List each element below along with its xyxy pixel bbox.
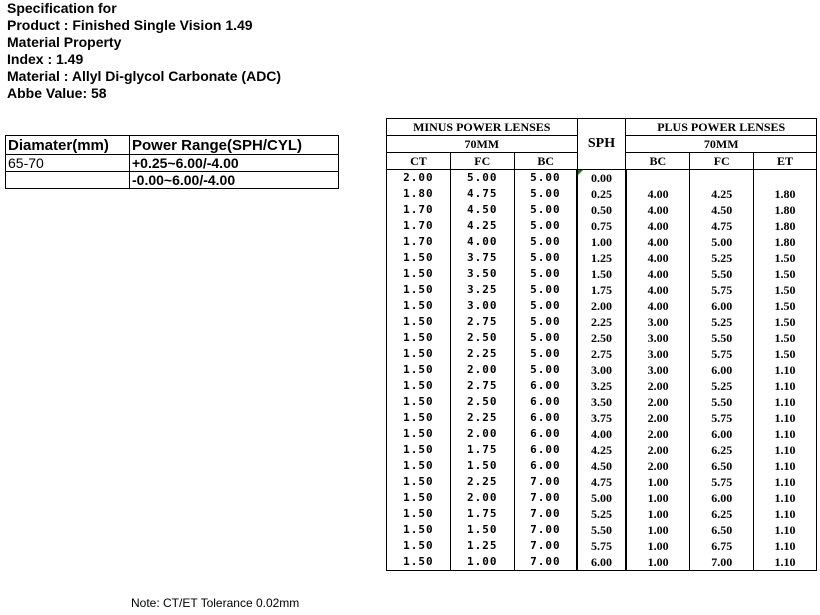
minus-bc-cell: 5.00 (514, 346, 577, 362)
sph-cell: 0.00 (577, 170, 626, 187)
power-range-table (5, 135, 339, 189)
plus-et-cell: 1.10 (754, 490, 817, 506)
minus-fc-cell: 2.00 (450, 426, 514, 442)
minus-bc-cell: 6.00 (514, 410, 577, 426)
plus-et-cell: 1.10 (754, 538, 817, 554)
sph-cell: 5.00 (577, 490, 626, 506)
plus-bc-cell: 2.00 (626, 442, 690, 458)
spec-material-property: Material Property (7, 34, 122, 50)
plus-et-cell: 1.10 (754, 442, 817, 458)
minus-bc-cell: 6.00 (514, 442, 577, 458)
plus-et-cell: 1.10 (754, 522, 817, 538)
specification-block (7, 0, 281, 102)
plus-fc-cell: 4.75 (690, 218, 754, 234)
plus-et-cell: 1.80 (754, 234, 817, 250)
minus-ct-cell: 1.50 (387, 538, 451, 554)
plus-bc-cell: 3.00 (626, 330, 690, 346)
minus-col-bc: BC (514, 153, 577, 170)
minus-fc-cell: 2.25 (450, 474, 514, 490)
minus-fc-cell: 3.50 (450, 266, 514, 282)
minus-bc-cell: 7.00 (514, 490, 577, 506)
minus-ct-cell: 1.50 (387, 442, 451, 458)
minus-ct-cell: 1.50 (387, 298, 451, 314)
plus-et-cell: 1.10 (754, 362, 817, 378)
sph-cell: 4.50 (577, 458, 626, 474)
minus-ct-cell: 1.70 (387, 202, 451, 218)
plus-fc-cell: 6.00 (690, 298, 754, 314)
plus-bc-cell: 3.00 (626, 314, 690, 330)
minus-bc-cell: 5.00 (514, 170, 577, 187)
plus-et-cell: 1.50 (754, 314, 817, 330)
minus-ct-cell: 1.50 (387, 250, 451, 266)
plus-bc-cell: 1.00 (626, 554, 690, 571)
minus-bc-cell: 6.00 (514, 378, 577, 394)
power-range-minus: -0.00~6.00/-4.00 (130, 172, 339, 189)
sph-cell: 2.50 (577, 330, 626, 346)
minus-ct-cell: 1.50 (387, 266, 451, 282)
plus-et-cell: 1.10 (754, 394, 817, 410)
minus-ct-cell: 2.00 (387, 170, 451, 187)
minus-ct-cell: 1.50 (387, 426, 451, 442)
minus-col-ct: CT (387, 153, 451, 170)
table-row (387, 266, 817, 282)
minus-fc-cell: 1.25 (450, 538, 514, 554)
table-row (387, 442, 817, 458)
minus-ct-cell: 1.80 (387, 186, 451, 202)
plus-bc-cell: 4.00 (626, 218, 690, 234)
minus-bc-cell: 5.00 (514, 250, 577, 266)
plus-col-et: ET (754, 153, 817, 170)
sph-cell: 4.00 (577, 426, 626, 442)
plus-fc-cell: 6.75 (690, 538, 754, 554)
plus-power-title: PLUS POWER LENSES (626, 119, 817, 136)
plus-size-label: 70MM (626, 136, 817, 153)
table-row (387, 378, 817, 394)
plus-bc-cell: 1.00 (626, 490, 690, 506)
minus-bc-cell: 5.00 (514, 362, 577, 378)
minus-bc-cell: 5.00 (514, 330, 577, 346)
plus-et-cell: 1.10 (754, 378, 817, 394)
minus-ct-cell: 1.50 (387, 522, 451, 538)
minus-ct-cell: 1.50 (387, 506, 451, 522)
plus-et-cell: 1.10 (754, 474, 817, 490)
minus-ct-cell: 1.50 (387, 474, 451, 490)
plus-fc-cell: 5.25 (690, 314, 754, 330)
power-range-plus: +0.25~6.00/-4.00 (130, 155, 339, 172)
sph-cell: 1.00 (577, 234, 626, 250)
table-row (387, 298, 817, 314)
lens-table-body (387, 170, 817, 571)
table-row (387, 410, 817, 426)
table-row (387, 426, 817, 442)
minus-fc-cell: 4.50 (450, 202, 514, 218)
minus-power-title: MINUS POWER LENSES (387, 119, 578, 136)
plus-bc-cell: 2.00 (626, 378, 690, 394)
plus-fc-cell: 6.00 (690, 362, 754, 378)
minus-ct-cell: 1.50 (387, 314, 451, 330)
minus-ct-cell: 1.50 (387, 554, 451, 571)
minus-bc-cell: 5.00 (514, 282, 577, 298)
table-row (387, 474, 817, 490)
minus-bc-cell: 6.00 (514, 394, 577, 410)
plus-fc-cell: 7.00 (690, 554, 754, 571)
minus-bc-cell: 7.00 (514, 474, 577, 490)
plus-fc-cell: 4.50 (690, 202, 754, 218)
minus-fc-cell: 2.50 (450, 394, 514, 410)
sph-cell: 5.50 (577, 522, 626, 538)
plus-et-cell: 1.50 (754, 266, 817, 282)
plus-col-fc: FC (690, 153, 754, 170)
plus-fc-cell (690, 170, 754, 187)
table-row (387, 218, 817, 234)
plus-bc-cell: 2.00 (626, 394, 690, 410)
plus-bc-cell (626, 170, 690, 187)
spec-product: Product : Finished Single Vision 1.49 (7, 17, 253, 33)
minus-bc-cell: 7.00 (514, 554, 577, 571)
plus-fc-cell: 5.50 (690, 266, 754, 282)
minus-fc-cell: 3.75 (450, 250, 514, 266)
plus-bc-cell: 4.00 (626, 282, 690, 298)
plus-bc-cell: 3.00 (626, 346, 690, 362)
table-row (387, 186, 817, 202)
diameter-header: Diamater(mm) (6, 136, 130, 155)
diameter-value: 65-70 (6, 155, 130, 172)
plus-bc-cell: 4.00 (626, 234, 690, 250)
minus-fc-cell: 4.00 (450, 234, 514, 250)
plus-fc-cell: 5.50 (690, 394, 754, 410)
plus-fc-cell: 5.75 (690, 346, 754, 362)
plus-bc-cell: 2.00 (626, 458, 690, 474)
lens-table-title-row (387, 119, 817, 136)
plus-fc-cell: 5.25 (690, 250, 754, 266)
minus-bc-cell: 7.00 (514, 506, 577, 522)
table-row (387, 234, 817, 250)
plus-bc-cell: 1.00 (626, 522, 690, 538)
plus-fc-cell: 6.25 (690, 506, 754, 522)
table-row (387, 538, 817, 554)
plus-et-cell: 1.10 (754, 426, 817, 442)
plus-et-cell: 1.10 (754, 506, 817, 522)
minus-ct-cell: 1.50 (387, 362, 451, 378)
minus-fc-cell: 1.00 (450, 554, 514, 571)
plus-fc-cell: 5.00 (690, 234, 754, 250)
plus-bc-cell: 2.00 (626, 410, 690, 426)
minus-bc-cell: 7.00 (514, 522, 577, 538)
plus-bc-cell: 4.00 (626, 298, 690, 314)
minus-fc-cell: 2.75 (450, 378, 514, 394)
minus-bc-cell: 5.00 (514, 202, 577, 218)
spec-material: Material : Allyl Di-glycol Carbonate (ADC) (7, 68, 282, 84)
cell-marker (578, 170, 583, 175)
sph-cell: 4.75 (577, 474, 626, 490)
diameter-empty-cell (6, 172, 130, 189)
sph-cell: 3.75 (577, 410, 626, 426)
plus-bc-cell: 4.00 (626, 186, 690, 202)
plus-fc-cell: 6.50 (690, 522, 754, 538)
minus-ct-cell: 1.70 (387, 218, 451, 234)
minus-fc-cell: 4.75 (450, 186, 514, 202)
spec-index: Index : 1.49 (7, 51, 84, 67)
table-row (387, 522, 817, 538)
spec-title: Specification for (7, 0, 117, 16)
sph-cell: 2.25 (577, 314, 626, 330)
table-row (387, 490, 817, 506)
minus-fc-cell: 1.50 (450, 458, 514, 474)
minus-fc-cell: 3.25 (450, 282, 514, 298)
plus-fc-cell: 6.50 (690, 458, 754, 474)
table-row (387, 394, 817, 410)
minus-bc-cell: 5.00 (514, 218, 577, 234)
minus-bc-cell: 5.00 (514, 314, 577, 330)
plus-fc-cell: 6.00 (690, 490, 754, 506)
sph-cell: 2.00 (577, 298, 626, 314)
plus-et-cell: 1.10 (754, 554, 817, 571)
minus-ct-cell: 1.50 (387, 346, 451, 362)
plus-fc-cell: 5.75 (690, 474, 754, 490)
plus-bc-cell: 1.00 (626, 506, 690, 522)
minus-fc-cell: 1.75 (450, 506, 514, 522)
minus-fc-cell: 2.75 (450, 314, 514, 330)
sph-cell: 6.00 (577, 554, 626, 571)
plus-bc-cell: 1.00 (626, 474, 690, 490)
minus-bc-cell: 6.00 (514, 458, 577, 474)
sph-cell: 0.25 (577, 186, 626, 202)
plus-et-cell: 1.80 (754, 218, 817, 234)
range-table-header-row (6, 136, 339, 155)
table-row (387, 250, 817, 266)
sph-cell: 1.50 (577, 266, 626, 282)
minus-bc-cell: 7.00 (514, 538, 577, 554)
table-row (387, 282, 817, 298)
table-row (387, 346, 817, 362)
minus-fc-cell: 4.25 (450, 218, 514, 234)
minus-fc-cell: 5.00 (450, 170, 514, 187)
tolerance-note: Note: CT/ET Tolerance 0.02mm (131, 596, 300, 610)
plus-et-cell: 1.80 (754, 186, 817, 202)
plus-et-cell: 1.50 (754, 250, 817, 266)
plus-fc-cell: 6.25 (690, 442, 754, 458)
sph-cell: 3.25 (577, 378, 626, 394)
sph-cell: 2.75 (577, 346, 626, 362)
range-table-row (6, 172, 339, 189)
sph-cell: 3.00 (577, 362, 626, 378)
minus-bc-cell: 5.00 (514, 234, 577, 250)
plus-fc-cell: 6.00 (690, 426, 754, 442)
table-row (387, 362, 817, 378)
table-row (387, 458, 817, 474)
minus-fc-cell: 2.00 (450, 362, 514, 378)
minus-ct-cell: 1.50 (387, 394, 451, 410)
table-row (387, 330, 817, 346)
table-row (387, 202, 817, 218)
table-row (387, 314, 817, 330)
minus-ct-cell: 1.50 (387, 458, 451, 474)
minus-ct-cell: 1.50 (387, 410, 451, 426)
plus-bc-cell: 3.00 (626, 362, 690, 378)
minus-fc-cell: 2.25 (450, 346, 514, 362)
plus-et-cell: 1.50 (754, 298, 817, 314)
plus-fc-cell: 5.75 (690, 410, 754, 426)
minus-bc-cell: 5.00 (514, 298, 577, 314)
plus-bc-cell: 2.00 (626, 426, 690, 442)
plus-fc-cell: 5.25 (690, 378, 754, 394)
power-range-header: Power Range(SPH/CYL) (130, 136, 339, 155)
sph-cell: 3.50 (577, 394, 626, 410)
plus-et-cell (754, 170, 817, 187)
minus-ct-cell: 1.50 (387, 490, 451, 506)
range-table-row (6, 155, 339, 172)
sph-cell: 1.25 (577, 250, 626, 266)
plus-et-cell: 1.50 (754, 282, 817, 298)
minus-ct-cell: 1.50 (387, 282, 451, 298)
minus-fc-cell: 2.25 (450, 410, 514, 426)
plus-fc-cell: 5.50 (690, 330, 754, 346)
plus-fc-cell: 4.25 (690, 186, 754, 202)
minus-col-fc: FC (450, 153, 514, 170)
sph-cell: 1.75 (577, 282, 626, 298)
plus-et-cell: 1.50 (754, 330, 817, 346)
minus-ct-cell: 1.70 (387, 234, 451, 250)
table-row (387, 506, 817, 522)
minus-ct-cell: 1.50 (387, 378, 451, 394)
sph-cell: 5.25 (577, 506, 626, 522)
spec-abbe-value: Abbe Value: 58 (7, 85, 107, 101)
plus-et-cell: 1.10 (754, 410, 817, 426)
plus-et-cell: 1.50 (754, 346, 817, 362)
sph-cell: 5.75 (577, 538, 626, 554)
plus-bc-cell: 4.00 (626, 202, 690, 218)
minus-fc-cell: 3.00 (450, 298, 514, 314)
table-row (387, 554, 817, 571)
minus-fc-cell: 1.50 (450, 522, 514, 538)
minus-fc-cell: 2.50 (450, 330, 514, 346)
plus-et-cell: 1.10 (754, 458, 817, 474)
minus-fc-cell: 1.75 (450, 442, 514, 458)
minus-bc-cell: 6.00 (514, 426, 577, 442)
sph-header: SPH (577, 119, 626, 170)
sph-cell: 4.25 (577, 442, 626, 458)
plus-bc-cell: 4.00 (626, 250, 690, 266)
plus-et-cell: 1.80 (754, 202, 817, 218)
minus-size-label: 70MM (387, 136, 578, 153)
table-row (387, 170, 817, 187)
plus-bc-cell: 1.00 (626, 538, 690, 554)
minus-ct-cell: 1.50 (387, 330, 451, 346)
minus-fc-cell: 2.00 (450, 490, 514, 506)
sph-cell: 0.50 (577, 202, 626, 218)
minus-bc-cell: 5.00 (514, 266, 577, 282)
plus-col-bc: BC (626, 153, 690, 170)
plus-bc-cell: 4.00 (626, 266, 690, 282)
minus-bc-cell: 5.00 (514, 186, 577, 202)
lens-spec-table (386, 118, 817, 571)
sph-cell: 0.75 (577, 218, 626, 234)
plus-fc-cell: 5.75 (690, 282, 754, 298)
